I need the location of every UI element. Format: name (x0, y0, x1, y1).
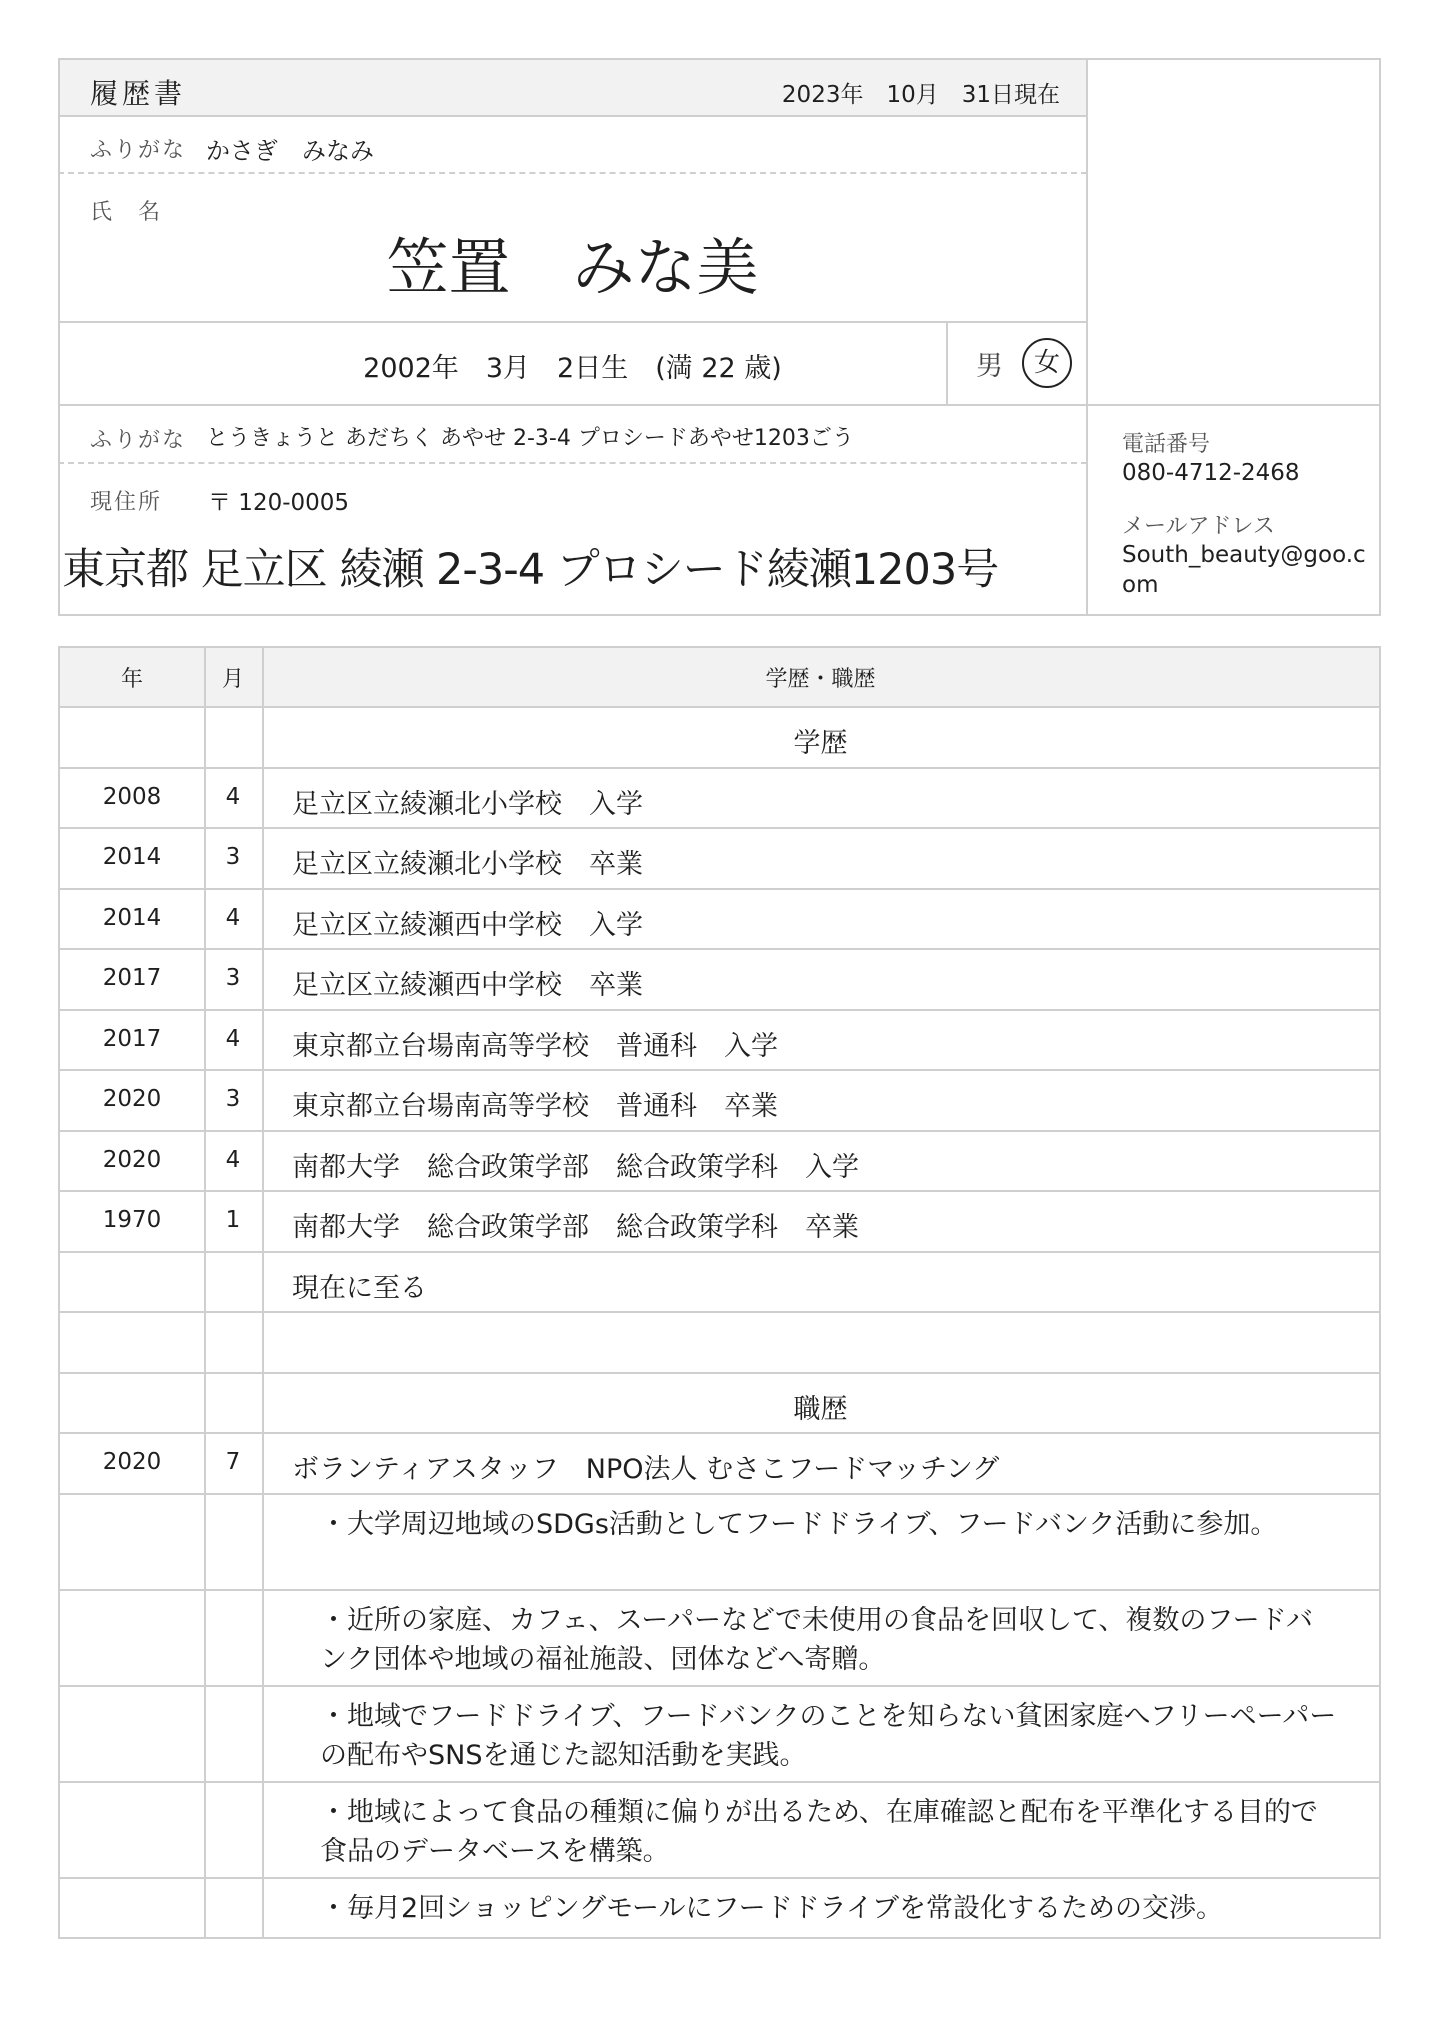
table-row-divider (58, 1493, 1380, 1495)
gender-female: 女 (1033, 348, 1060, 378)
content-header: 学歴・職歴 (765, 667, 876, 692)
name-label: 氏 名 (90, 200, 163, 225)
row-month: 4 (225, 1025, 241, 1052)
table-row-divider (58, 948, 1380, 950)
table-row-divider (58, 1937, 1380, 1939)
row-month: 3 (225, 965, 241, 991)
detail-text: ・大学周辺地域のSDGs活動としてフードドライブ、フードバンク活動に参加。 (320, 1509, 1278, 1540)
divider (58, 58, 60, 616)
table-row-divider (58, 1311, 1380, 1313)
postal-code: 〒 120-0005 (208, 490, 350, 516)
row-month: 4 (225, 904, 241, 931)
row-year: 2020 (102, 1449, 162, 1475)
gender-female-circled (1022, 338, 1072, 388)
email-label: メールアドレス (1122, 514, 1275, 539)
row-content: 足立区立綾瀬西中学校 入学 (292, 909, 643, 941)
row-content: 足立区立綾瀬西中学校 卒業 (292, 970, 643, 1001)
address-label: 現住所 (90, 490, 163, 515)
table-row-divider (58, 1877, 1380, 1879)
row-year: 2020 (102, 1086, 162, 1112)
address-furigana: とうきょうと あだちく あやせ 2-3-4 プロシードあやせ1203ごう (206, 426, 854, 451)
row-month: 4 (225, 783, 241, 810)
row-content: 東京都立台場南高等学校 普通科 入学 (292, 1030, 778, 1062)
table-row-divider (58, 827, 1380, 829)
table-row-divider (58, 767, 1380, 769)
row-content: 足立区立綾瀬北小学校 入学 (292, 788, 643, 820)
divider (58, 115, 1087, 117)
table-column-divider (262, 646, 264, 1939)
row-year: 2017 (102, 1025, 162, 1052)
row-section-heading: 職歴 (793, 1393, 848, 1425)
row-year: 2008 (102, 783, 162, 810)
email-line-2: om (1122, 572, 1159, 598)
divider (58, 404, 1380, 406)
furigana-label: ふりがな (90, 138, 187, 163)
table-row-divider (58, 1432, 1380, 1434)
table-row-divider (58, 1589, 1380, 1591)
row-month: 1 (225, 1207, 241, 1233)
row-content: 南都大学 総合政策学部 総合政策学科 入学 (292, 1151, 859, 1183)
table-row-divider (58, 1781, 1380, 1783)
detail-text: ・地域でフードドライブ、フードバンクのことを知らない貧困家庭へフリーペーパーの配布やSNSを通じた認知活動を実践。 (320, 1701, 1337, 1771)
row-year: 2020 (102, 1146, 162, 1173)
document-date: 2023年 10月 31日現在 (781, 82, 1060, 108)
row-month: 4 (225, 1146, 241, 1173)
detail-text: ・地域によって食品の種類に偏りが出るため、在庫確認と配布を平準化する目的で食品のデータベースを構築。 (320, 1797, 1318, 1867)
gender-male: 男 (976, 351, 1003, 382)
table-row-divider (58, 646, 1380, 648)
detail-text: ・毎月2回ショッピングモールにフードドライブを常設化するための交渉。 (320, 1893, 1224, 1924)
table-row-divider (58, 706, 1380, 708)
divider (58, 462, 1087, 464)
table-row-divider (58, 888, 1380, 890)
row-year: 2014 (102, 844, 162, 870)
table-row-divider (58, 1251, 1380, 1253)
table-row-divider (58, 1130, 1380, 1132)
birth-date: 2002年 3月 2日生 (満 22 歳) (363, 353, 782, 384)
table-column-divider (58, 646, 60, 1939)
detail-text: ・近所の家庭、カフェ、スーパーなどで未使用の食品を回収して、複数のフードバンク団体や地域の福祉施設、団体などへ寄贈。 (320, 1605, 1314, 1675)
document-title: 履歴書 (90, 77, 187, 110)
table-row-divider (58, 1069, 1380, 1071)
table-column-divider (204, 646, 206, 1939)
month-header: 月 (221, 667, 244, 692)
row-year: 1970 (102, 1207, 162, 1233)
table-row-divider (58, 1190, 1380, 1192)
row-year: 2017 (102, 965, 162, 991)
divider (58, 172, 1087, 174)
row-content: 南都大学 総合政策学部 総合政策学科 卒業 (292, 1212, 859, 1243)
table-row-divider (58, 1372, 1380, 1374)
phone-label: 電話番号 (1122, 432, 1211, 457)
address-furigana-label: ふりがな (90, 428, 187, 453)
table-column-divider (1379, 646, 1381, 1939)
year-header: 年 (120, 667, 143, 692)
table-row-divider (58, 1009, 1380, 1011)
divider (1379, 58, 1381, 616)
row-month: 7 (225, 1449, 241, 1475)
name-furigana: かさぎ みなみ (206, 137, 374, 165)
row-section-heading: 学歴 (793, 728, 848, 759)
phone-number: 080-4712-2468 (1122, 460, 1300, 486)
divider (58, 321, 1087, 323)
row-month: 3 (225, 844, 241, 870)
row-content: 足立区立綾瀬北小学校 卒業 (292, 849, 643, 880)
divider (58, 614, 1380, 616)
row-content: 現在に至る (292, 1272, 427, 1304)
row-content: ボランティアスタッフ NPO法人 むさこフードマッチング (292, 1454, 1000, 1485)
divider (1086, 58, 1088, 616)
address: 東京都 足立区 綾瀬 2-3-4 プロシード綾瀬1203号 (62, 545, 999, 595)
row-year: 2014 (102, 904, 162, 931)
full-name: 笠置 みな美 (386, 231, 759, 304)
row-content: 東京都立台場南高等学校 普通科 卒業 (292, 1091, 778, 1122)
divider (58, 58, 1380, 60)
email-line-1: South_beauty@goo.c (1122, 542, 1366, 568)
row-month: 3 (225, 1086, 241, 1112)
table-row-divider (58, 1685, 1380, 1687)
